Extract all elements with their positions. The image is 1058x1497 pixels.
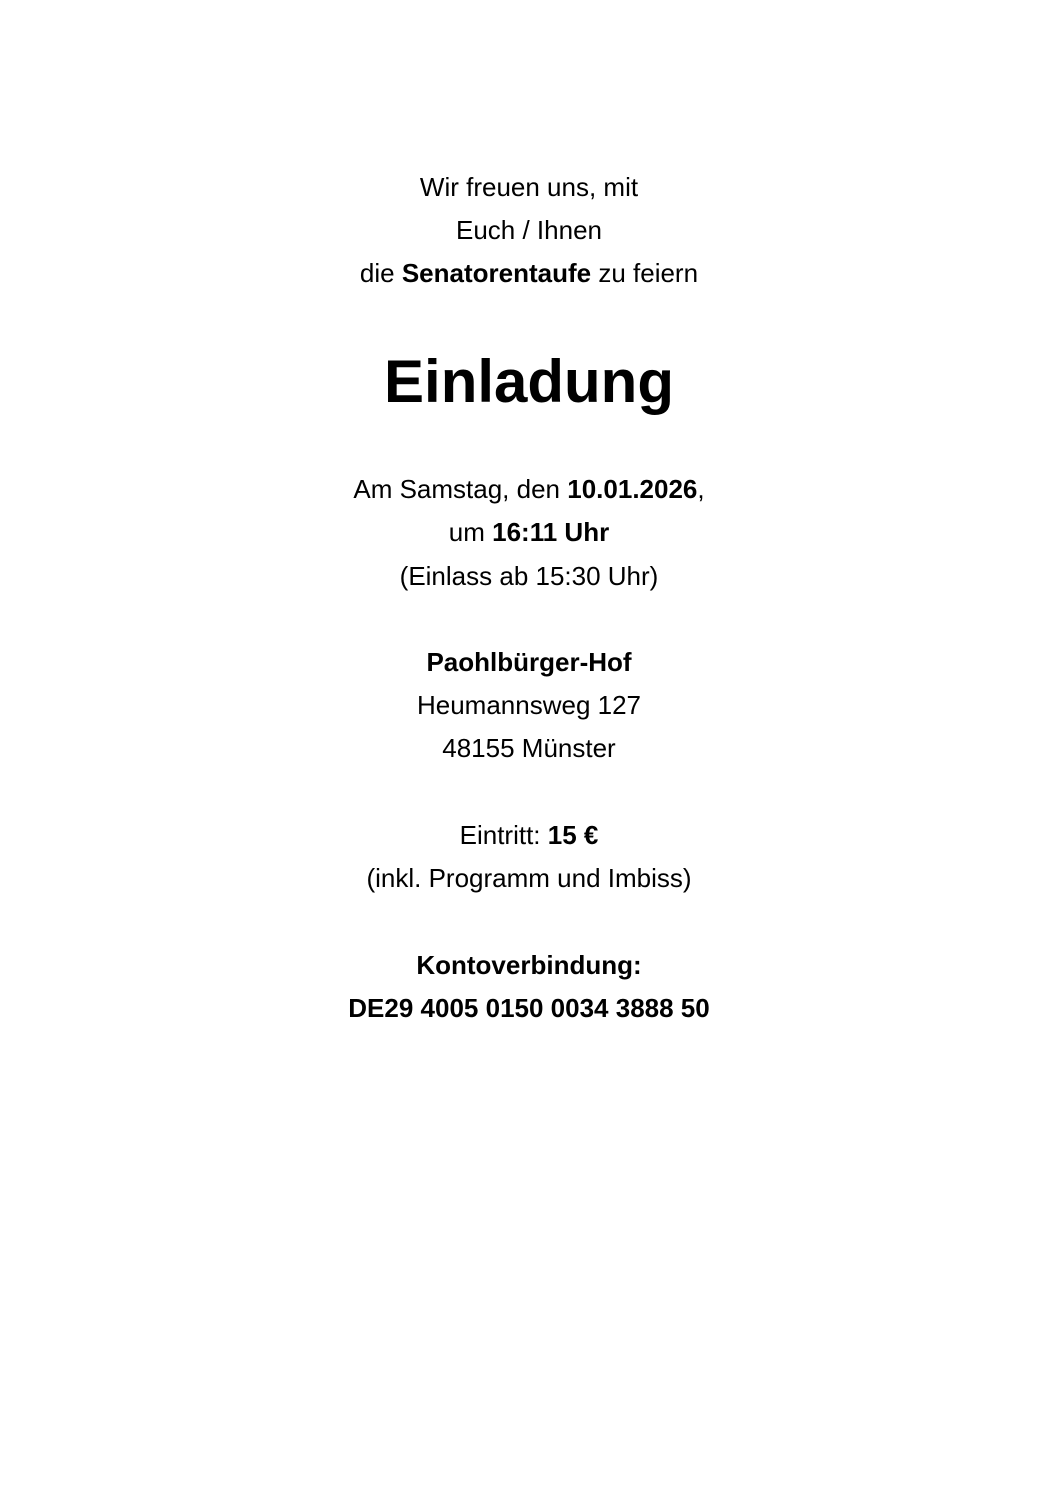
intro-line-2	[0, 215, 1058, 245]
date-suffix: ,	[697, 474, 705, 504]
event-name: Senatorentaufe	[401, 258, 592, 288]
admission-line	[0, 820, 1058, 850]
bank-iban: DE29 4005 0150 0034 3888 50	[348, 993, 710, 1023]
intro-line-1	[0, 172, 1058, 202]
time-line	[0, 517, 1058, 547]
event-date: 10.01.2026	[567, 474, 698, 504]
intro-text-3-post: zu feiern	[591, 258, 699, 288]
intro-text-2: Euch / Ihnen	[456, 215, 602, 245]
page-title: Einladung	[384, 348, 674, 415]
venue-street: Heumannsweg 127	[416, 690, 642, 720]
date-prefix: Am Samstag, den	[353, 474, 568, 504]
admission-note: (inkl. Programm und Imbiss)	[366, 863, 692, 893]
venue-city: 48155 Münster	[442, 733, 616, 763]
admission-label: Eintritt:	[459, 820, 548, 850]
intro-line-3	[0, 258, 1058, 288]
venue-name: Paohlbürger-Hof	[426, 647, 632, 677]
entry-time: (Einlass ab 15:30 Uhr)	[399, 561, 659, 591]
intro-text-1: Wir freuen uns, mit	[419, 172, 639, 202]
time-prefix: um	[448, 517, 493, 547]
intro-text-3-pre: die	[359, 258, 402, 288]
entry-time-line	[0, 561, 1058, 591]
admission-price: 15 €	[547, 820, 599, 850]
date-line	[0, 474, 1058, 504]
event-time: 16:11 Uhr	[492, 517, 610, 547]
bank-label: Kontoverbindung:	[416, 950, 642, 980]
